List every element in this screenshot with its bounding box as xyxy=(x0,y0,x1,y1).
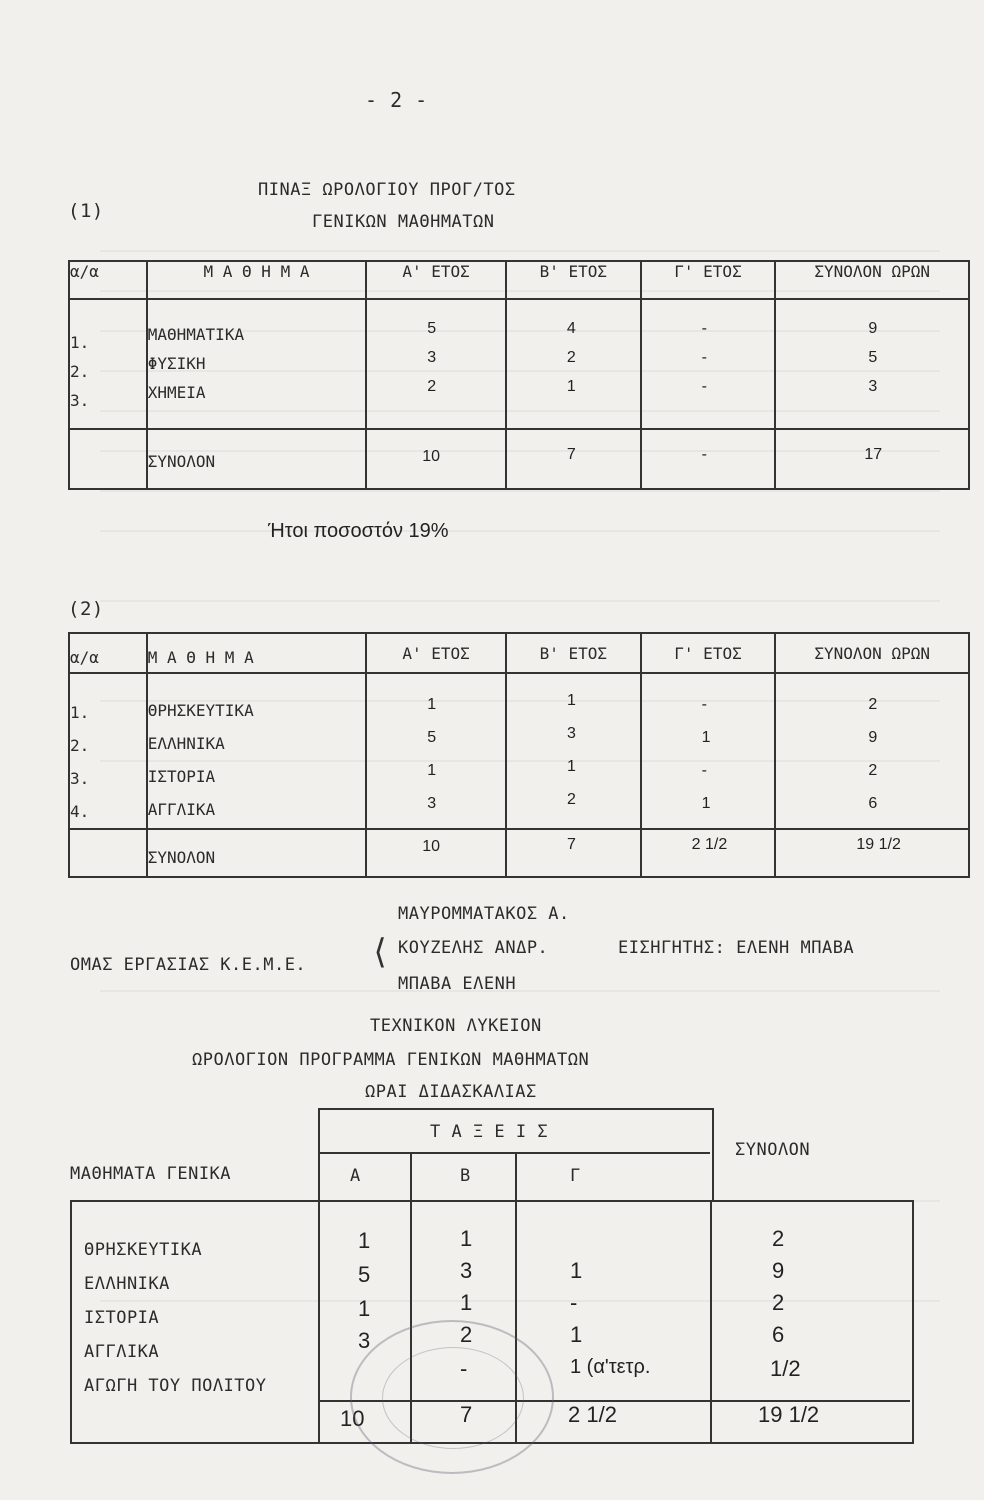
year-a-column xyxy=(366,299,506,429)
class-c-value: 1 xyxy=(570,1258,583,1283)
hours-value: - xyxy=(701,762,707,779)
subject-name: ΜΑΘΗΜΑΤΙΚΑ xyxy=(147,325,245,344)
total-column xyxy=(775,673,969,829)
class-c-header: Γ xyxy=(570,1166,581,1186)
subject-name: ΑΓΓΛΙΚΑ xyxy=(147,800,216,819)
rapporteur: ΕΙΣΗΓΗΤΗΣ: ΕΛΕΝΗ ΜΠΑΒΑ xyxy=(618,938,855,958)
classes-label: Τ Α Ξ Ε Ι Σ xyxy=(430,1122,549,1142)
hours-value: 3 xyxy=(427,795,437,812)
total-b: 7 xyxy=(506,829,641,877)
total-c: - xyxy=(641,429,776,489)
total-a: 10 xyxy=(366,829,506,877)
member-3: ΜΠΑΒΑ ΕΛΕΝΗ xyxy=(398,974,517,994)
class-a-header: Α xyxy=(350,1166,361,1186)
hours-value: 1 xyxy=(427,762,437,779)
total-column xyxy=(775,299,969,429)
hours-value: 5 xyxy=(868,349,878,366)
row-number: 2. xyxy=(70,736,90,755)
year-b-column xyxy=(506,299,641,429)
total-label: ΣΥΝΟΛΟΝ xyxy=(147,429,366,489)
hours-value: 6 xyxy=(868,795,878,812)
subject-name: ΘΡΗΣΚΕΥΤΙΚΑ xyxy=(84,1240,203,1260)
hours-value: 1 xyxy=(566,378,576,395)
row-number: 3. xyxy=(70,769,90,788)
hours-value: 2 xyxy=(566,349,576,366)
schedule-subtitle: ΩΡΑΙ ΔΙΔΑΣΚΑΛΙΑΣ xyxy=(365,1082,537,1102)
member-1: ΜΑΥΡΟΜΜΑΤΑΚΟΣ Α. xyxy=(398,904,570,924)
header-year-b: Β' ΕΤΟΣ xyxy=(506,633,641,673)
subject-name: ΑΓΓΛΙΚΑ xyxy=(84,1342,160,1362)
hours-value: 1 xyxy=(566,758,576,775)
subject-name: ΕΛΛΗΝΙΚΑ xyxy=(147,734,225,753)
total-a: 10 xyxy=(366,429,506,489)
hours-value: 2 xyxy=(566,791,576,808)
table-1-header xyxy=(69,261,969,299)
table-1-total-row xyxy=(69,429,969,489)
header-year-a: Α' ΕΤΟΣ xyxy=(366,633,506,673)
table-2 xyxy=(68,632,970,878)
header-year-b: Β' ΕΤΟΣ xyxy=(506,261,641,299)
table-1 xyxy=(68,260,970,490)
hours-value: 3 xyxy=(566,725,576,742)
header-subject: Μ Α Θ Η Μ Α xyxy=(147,261,366,299)
class-c-value: 1 (α'τετρ. xyxy=(570,1356,651,1378)
table-2-total-row xyxy=(69,829,969,877)
section-marker-2: (2) xyxy=(68,598,104,620)
percentage-note: Ήτοι ποσοστόν 19% xyxy=(268,520,449,542)
hours-value: 3 xyxy=(427,349,437,366)
header-subject: Μ Α Θ Η Μ Α xyxy=(147,633,367,673)
page-number: - 2 - xyxy=(365,88,428,112)
member-2: ΚΟΥΖΕΛΗΣ ΑΝΔΡ. xyxy=(398,938,549,958)
hours-value: - xyxy=(701,378,707,395)
aa-column xyxy=(69,299,147,429)
header-aa: α/α xyxy=(69,261,147,299)
hours-value: 5 xyxy=(427,729,437,746)
class-b-value: 1 xyxy=(460,1226,473,1251)
hours-value: 1 xyxy=(701,729,711,746)
hours-value: 1 xyxy=(427,696,437,713)
classes-divider xyxy=(318,1152,710,1154)
header-year-c: Γ' ΕΤΟΣ xyxy=(641,261,776,299)
hours-value: 4 xyxy=(566,320,576,337)
subject-column xyxy=(147,673,367,829)
work-group-label: ΟΜΑΣ ΕΡΓΑΣΙΑΣ Κ.Ε.Μ.Ε. xyxy=(70,955,307,975)
class-a-value: 3 xyxy=(358,1328,371,1353)
class-a-value: 1 xyxy=(358,1296,371,1321)
subject-name: ΑΓΩΓΗ ΤΟΥ ΠΟΛΙΤΟΥ xyxy=(84,1376,267,1396)
total-sum: 17 xyxy=(775,429,969,489)
hours-value: - xyxy=(701,349,707,366)
total-value: 1/2 xyxy=(770,1356,801,1381)
section-marker-1: (1) xyxy=(68,200,104,222)
header-year-c: Γ' ΕΤΟΣ xyxy=(641,633,776,673)
total-label: ΣΥΝΟΛΟΝ xyxy=(147,829,367,877)
class-b-value: 2 xyxy=(460,1322,473,1347)
brace-mark: ⟨ xyxy=(370,932,391,972)
table-2-header xyxy=(69,633,969,673)
subject-name: ΕΛΛΗΝΙΚΑ xyxy=(84,1274,170,1294)
hours-value: - xyxy=(701,320,707,337)
table-1-body xyxy=(69,299,969,429)
total-sum: 19 1/2 xyxy=(775,829,969,877)
hours-value: 2 xyxy=(868,696,878,713)
row-number: 3. xyxy=(70,391,90,410)
hours-value: 1 xyxy=(566,692,576,709)
table-2-body xyxy=(69,673,969,829)
aa-column xyxy=(69,673,147,829)
class-b-value: 3 xyxy=(460,1258,473,1283)
total-b-3: 7 xyxy=(460,1402,473,1427)
header-total: ΣΥΝΟΛΟΝ ΩΡΩΝ xyxy=(775,261,969,299)
header-aa: α/α xyxy=(69,633,147,673)
subject-name: ΙΣΤΟΡΙΑ xyxy=(84,1308,160,1328)
subjects-label: ΜΑΘΗΜΑΤΑ ΓΕΝΙΚΑ xyxy=(70,1164,232,1184)
header-year-a: Α' ΕΤΟΣ xyxy=(366,261,506,299)
class-a-value: 5 xyxy=(358,1262,371,1287)
total-value: 2 xyxy=(772,1290,785,1315)
total-sum-3: 19 1/2 xyxy=(758,1402,820,1427)
total-value: 9 xyxy=(772,1258,785,1283)
header-total: ΣΥΝΟΛΟΝ ΩΡΩΝ xyxy=(775,633,969,673)
total-value: 2 xyxy=(772,1226,785,1251)
year-b-column xyxy=(506,673,641,829)
class-c-value: 1 xyxy=(570,1322,583,1347)
section1-title-line1: ΠΙΝΑΞ ΩΡΟΛΟΓΙΟΥ ΠΡΟΓ/ΤΟΣ xyxy=(258,180,516,200)
subject-name: ΘΡΗΣΚΕΥΤΙΚΑ xyxy=(147,701,254,720)
year-c-column xyxy=(641,299,776,429)
year-c-column xyxy=(641,673,776,829)
class-b-value: - xyxy=(460,1356,468,1381)
total-c-3: 2 1/2 xyxy=(568,1402,617,1427)
school-name: ΤΕΧΝΙΚΟΝ ΛΥΚΕΙΟΝ xyxy=(370,1016,542,1036)
subject-name: ΙΣΤΟΡΙΑ xyxy=(147,767,216,786)
total-label-3: ΣΥΝΟΛΟΝ xyxy=(735,1140,811,1160)
hours-value: 3 xyxy=(868,378,878,395)
hours-value: 9 xyxy=(868,320,878,337)
section1-title-line2: ΓΕΝΙΚΩΝ ΜΑΘΗΜΑΤΩΝ xyxy=(312,212,495,232)
class-b-value: 1 xyxy=(460,1290,473,1315)
year-a-column xyxy=(366,673,506,829)
hours-value: - xyxy=(701,696,707,713)
subject-name: ΦΥΣΙΚΗ xyxy=(147,354,206,373)
class-c-value: - xyxy=(570,1290,578,1315)
total-value: 6 xyxy=(772,1322,785,1347)
row-number: 2. xyxy=(70,362,90,381)
total-a-3: 10 xyxy=(340,1406,365,1431)
total-c: 2 1/2 xyxy=(641,829,776,877)
hours-value: 2 xyxy=(427,378,437,395)
schedule-title: ΩΡΟΛΟΓΙΟΝ ΠΡΟΓΡΑΜΜΑ ΓΕΝΙΚΩΝ ΜΑΘΗΜΑΤΩΝ xyxy=(192,1050,590,1070)
total-b: 7 xyxy=(506,429,641,489)
row-number: 1. xyxy=(70,703,90,722)
row-number: 1. xyxy=(70,333,90,352)
row-number: 4. xyxy=(70,802,90,821)
subject-column xyxy=(147,299,366,429)
hours-value: 9 xyxy=(868,729,878,746)
class-b-header: Β xyxy=(460,1166,471,1186)
official-stamp xyxy=(350,1320,554,1474)
hours-value: 2 xyxy=(868,762,878,779)
class-a-value: 1 xyxy=(358,1228,371,1253)
hours-value: 1 xyxy=(701,795,711,812)
hours-value: 5 xyxy=(427,320,437,337)
subject-name: ΧΗΜΕΙΑ xyxy=(147,383,206,402)
